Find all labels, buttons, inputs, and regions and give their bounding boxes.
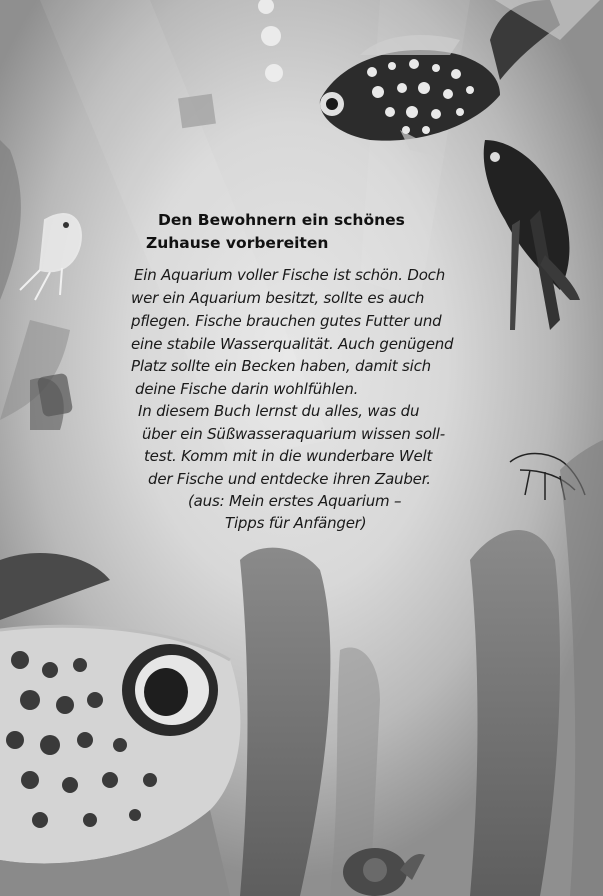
body-line: deine Fische darin wohlfühlen.: [135, 380, 359, 398]
body-line: test. Komm mit in die wunderbare Welt: [144, 447, 433, 465]
source-line-2: Tipps für Anfänger): [225, 514, 367, 532]
body-line: Platz sollte ein Becken haben, damit sich: [131, 357, 431, 375]
body-line: wer ein Aquarium besitzt, sollte es auch: [131, 289, 425, 307]
heading-line-2: Zuhause vorbereiten: [146, 234, 329, 252]
body-line: eine stabile Wasserqualität. Auch genügend: [131, 335, 454, 353]
heading-line-1: Den Bewohnern ein schönes: [158, 211, 405, 229]
body-line: der Fische und entdecke ihren Zauber.: [148, 470, 431, 488]
body-line: über ein Süßwasseraquarium wissen soll-: [142, 425, 445, 443]
body-line: pflegen. Fische brauchen gutes Futter und: [131, 312, 442, 330]
source-line-1: (aus: Mein erstes Aquarium –: [188, 492, 402, 510]
body-line: In diesem Buch lernst du alles, was du: [138, 402, 420, 420]
body-line: Ein Aquarium voller Fische ist schön. Doch: [134, 266, 446, 284]
